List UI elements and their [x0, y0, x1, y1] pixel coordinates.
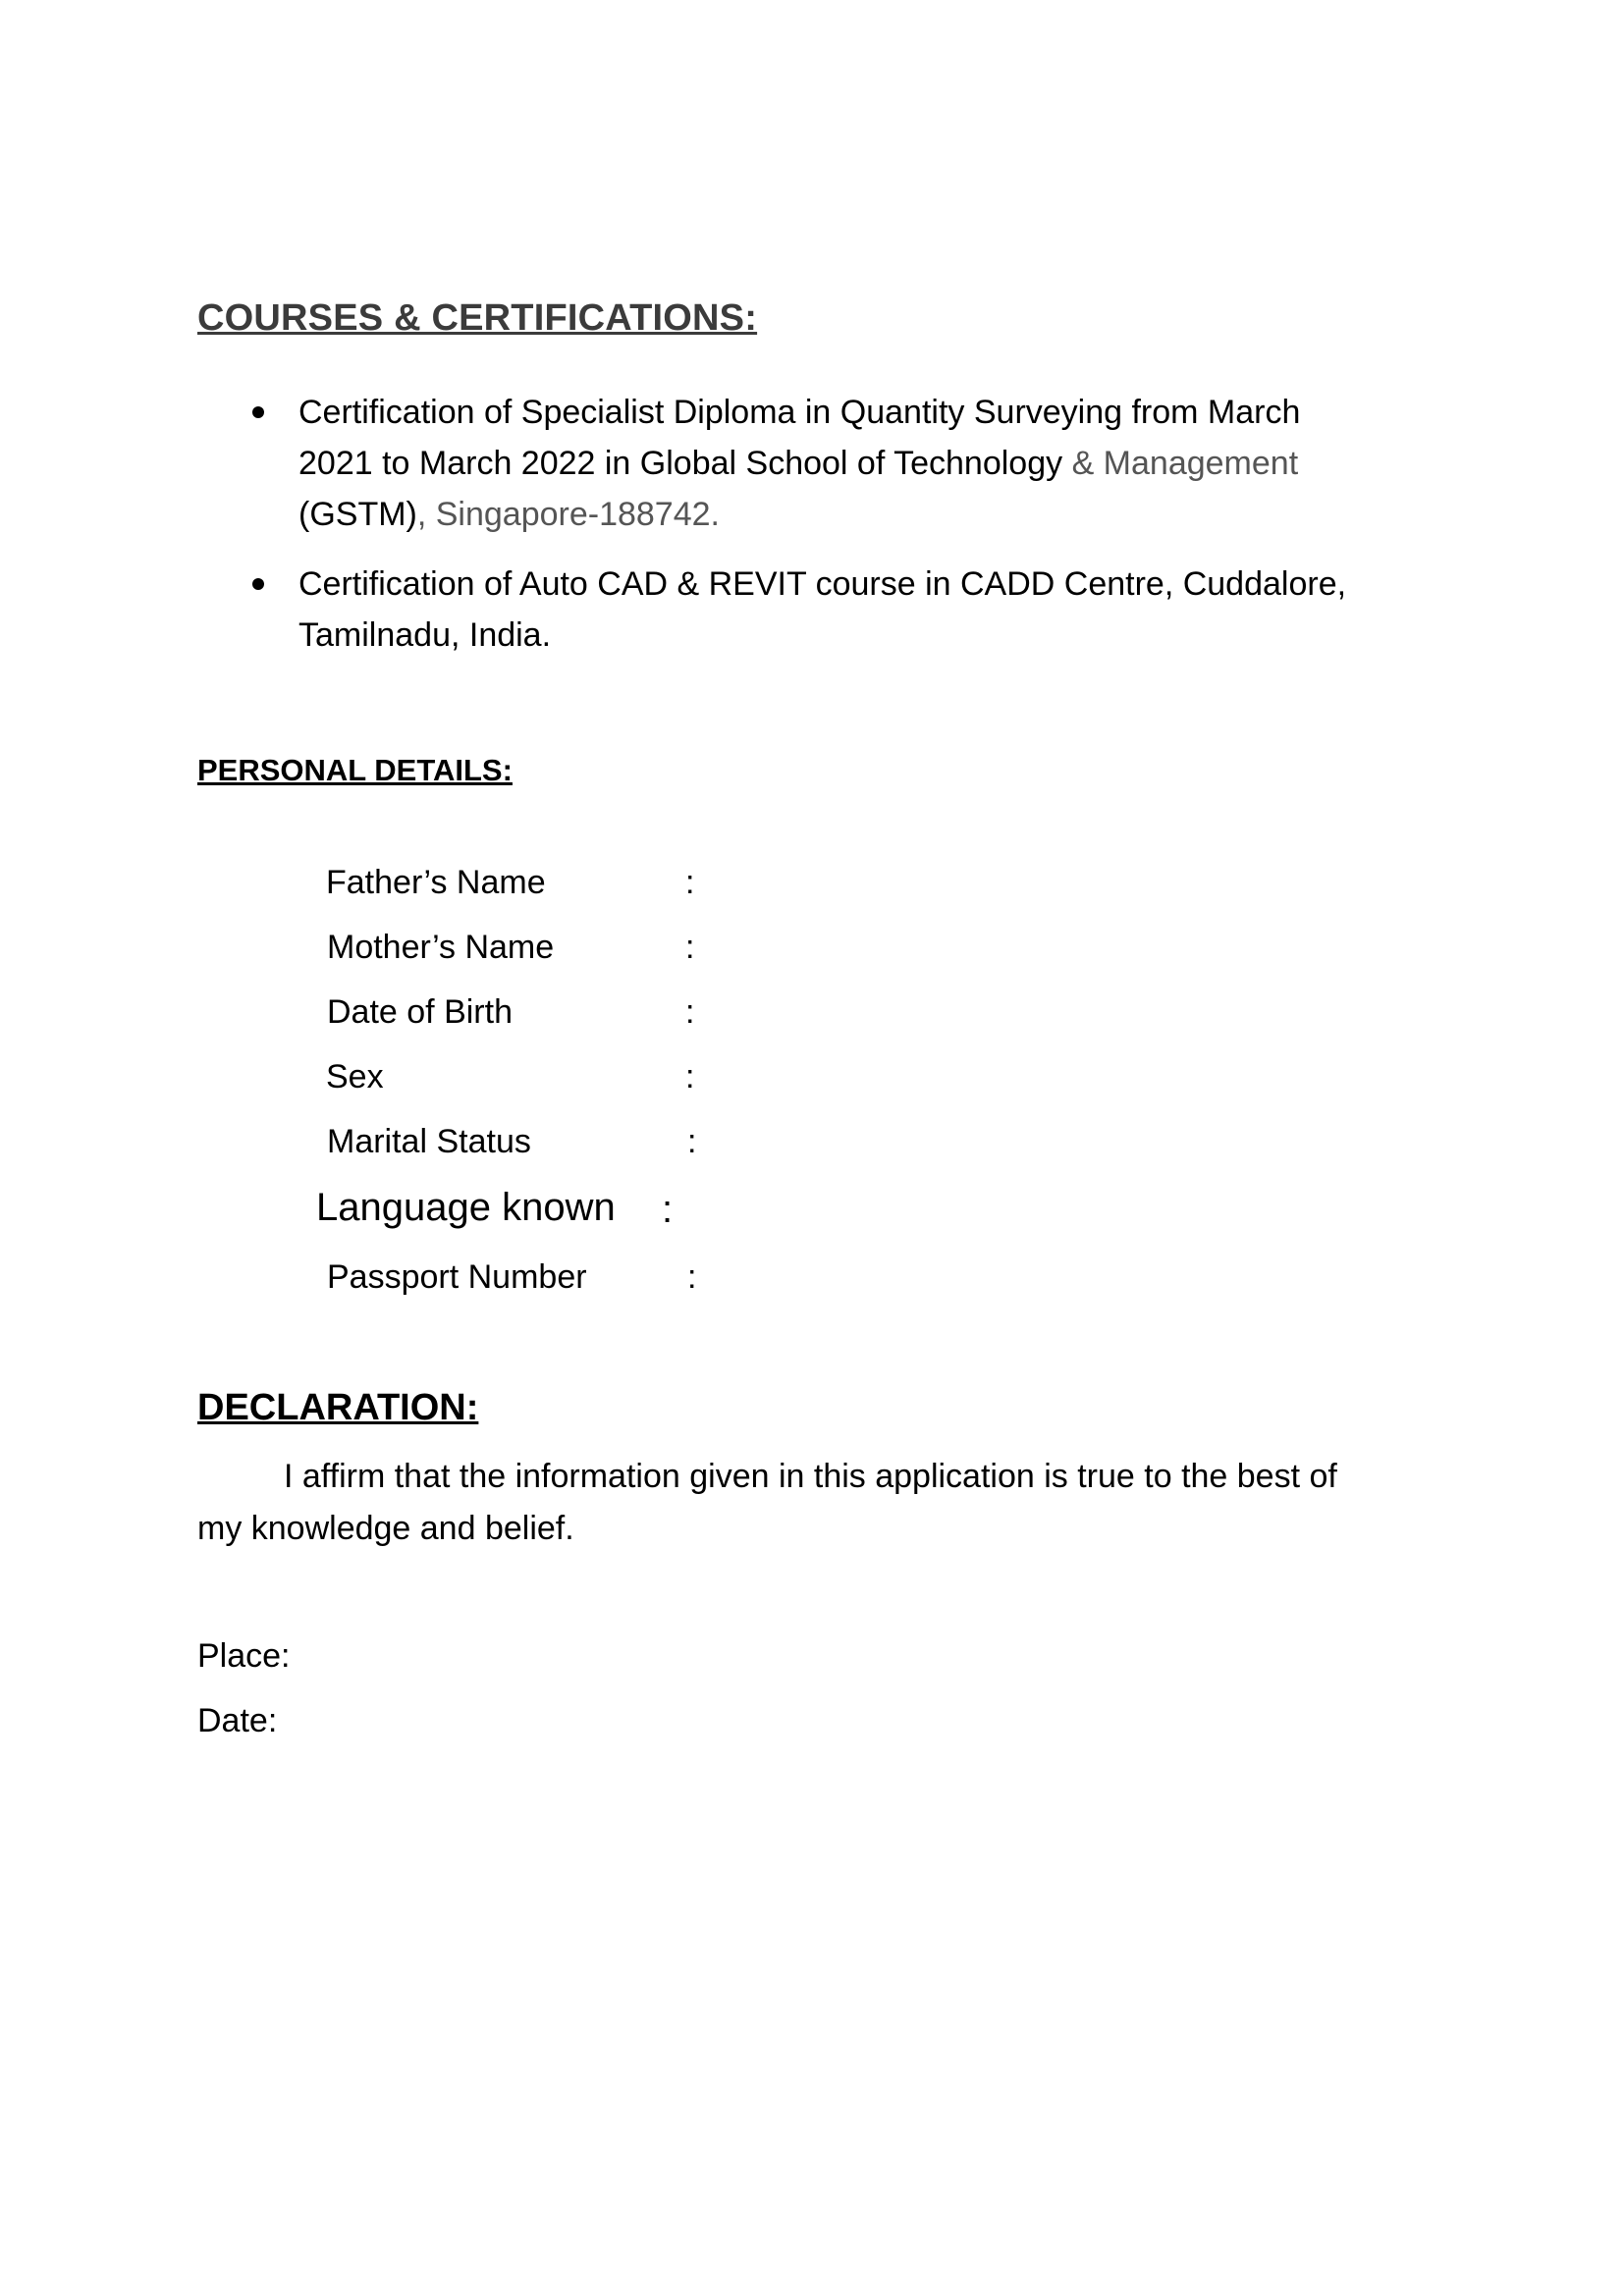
course-item-1-line-2-grey: & Management: [1071, 445, 1299, 482]
sex-label: Sex: [326, 1058, 384, 1095]
course-item-1-line-3-grey: , Singapore-188742.: [416, 496, 720, 533]
passport-number-label: Passport Number: [327, 1258, 587, 1296]
declaration-line-1: I affirm that the information given in this application is true to the best of: [284, 1458, 1337, 1495]
courses-heading: COURSES & CERTIFICATIONS:: [197, 297, 758, 339]
bullet-icon: [252, 578, 264, 590]
marital-status-label: Marital Status: [327, 1123, 531, 1160]
language-known-colon: :: [662, 1188, 674, 1231]
course-item-1-line-3: [298, 489, 720, 540]
marital-status-colon: :: [687, 1123, 697, 1160]
course-item-1-line-2: [298, 438, 1298, 489]
date-of-birth-colon: :: [685, 993, 695, 1031]
language-known-label: Language known: [316, 1186, 616, 1229]
course-item-1-line-1: Certification of Specialist Diploma in Quantity Surveying from March: [298, 394, 1301, 431]
declaration-line-2: my knowledge and belief.: [197, 1510, 574, 1547]
passport-number-colon: :: [687, 1258, 697, 1296]
bullet-icon: [252, 406, 264, 418]
father-name-label: Father’s Name: [326, 864, 546, 901]
course-item-2-line-1: Certification of Auto CAD & REVIT course in CADD Centre, Cuddalore,: [298, 565, 1347, 603]
course-item-1-line-3-main: (GSTM): [298, 496, 417, 533]
date-of-birth-label: Date of Birth: [327, 993, 513, 1031]
course-item-2-line-2: Tamilnadu, India.: [298, 616, 552, 654]
sex-colon: :: [685, 1058, 695, 1095]
father-name-colon: :: [685, 864, 695, 901]
declaration-heading: DECLARATION:: [197, 1387, 479, 1428]
mother-name-colon: :: [685, 929, 695, 966]
place-label: Place:: [197, 1637, 291, 1675]
course-item-1-line-2-main: 2021 to March 2022 in Global School of Technology: [298, 445, 1072, 482]
date-label: Date:: [197, 1702, 278, 1739]
personal-details-heading: PERSONAL DETAILS:: [197, 753, 513, 787]
mother-name-label: Mother’s Name: [327, 929, 555, 966]
